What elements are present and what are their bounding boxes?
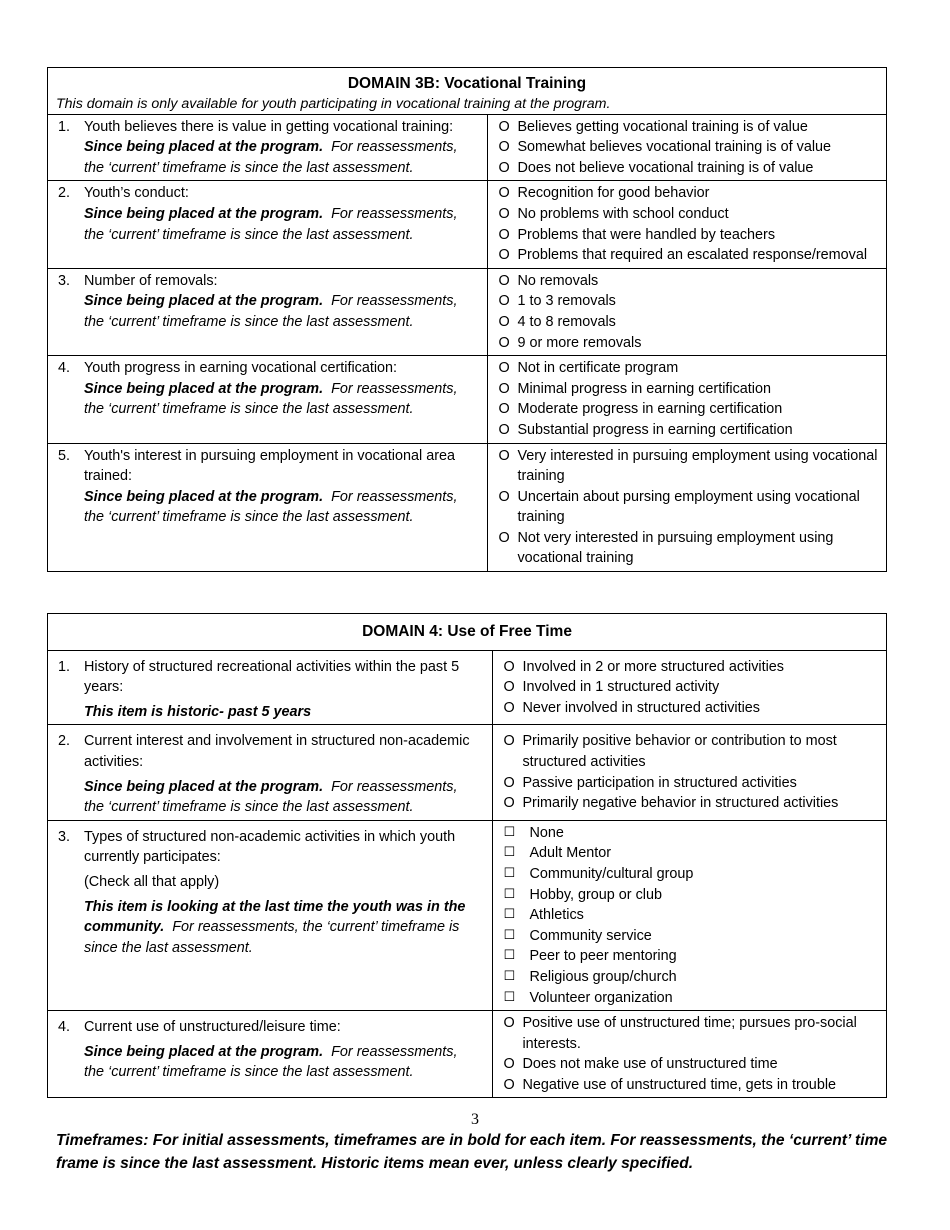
- question-cell: [48, 268, 488, 355]
- timeframe-bold: Since being placed at the program.: [84, 293, 324, 310]
- timeframe-rest: For reassessments, the ‘current’ timeframe is since the last assessment.: [84, 293, 458, 330]
- checkbox-option[interactable]: [503, 864, 880, 885]
- option-label: 9 or more removals: [517, 334, 642, 351]
- domain-3b-subtitle: This domain is only available for youth participating in vocational training at the program.: [56, 95, 611, 112]
- timeframe-bold: Since being placed at the program.: [84, 1043, 324, 1060]
- checkbox-option[interactable]: [503, 967, 880, 988]
- timeframe-note: [84, 702, 476, 723]
- radio-icon[interactable]: O: [503, 679, 515, 696]
- question-text: Youth’s conduct:: [84, 185, 189, 202]
- check-all-note: (Check all that apply): [84, 873, 220, 890]
- domain-4-header-row: [48, 614, 887, 651]
- radio-option[interactable]: [503, 731, 880, 772]
- radio-option[interactable]: [498, 487, 880, 528]
- option-label: Problems that were handled by teachers: [517, 226, 776, 243]
- timeframe-rest: For reassessments, the ‘current’ timeframe is since the last assessment.: [84, 919, 460, 956]
- radio-option[interactable]: [498, 333, 880, 354]
- timeframe-note: [84, 204, 471, 245]
- option-label: Primarily positive behavior or contribution to most structured activities: [522, 733, 837, 770]
- table-row: [48, 820, 887, 1010]
- radio-option[interactable]: [498, 379, 880, 400]
- checkbox-option[interactable]: [503, 946, 880, 967]
- domain-3b-title: DOMAIN 3B: Vocational Training: [347, 75, 587, 92]
- option-label: Positive use of unstructured time; pursues pro-social interests.: [522, 1015, 857, 1052]
- domain-3b-header: [48, 68, 887, 115]
- radio-icon[interactable]: O: [498, 360, 510, 377]
- item-number: 4.: [58, 360, 71, 377]
- option-label: Negative use of unstructured time, gets in trouble: [522, 1076, 837, 1093]
- checkbox-icon[interactable]: ☐: [503, 968, 516, 984]
- option-label: Passive participation in structured activities: [522, 774, 797, 791]
- radio-icon[interactable]: O: [498, 272, 510, 289]
- radio-icon[interactable]: O: [498, 139, 510, 156]
- radio-icon[interactable]: O: [498, 313, 510, 330]
- question-text: Number of removals:: [84, 272, 218, 289]
- question-cell: [48, 725, 493, 820]
- timeframe-note: [84, 379, 471, 420]
- checkbox-label: None: [529, 824, 564, 841]
- option-label: No removals: [517, 272, 599, 289]
- question-text: Youth progress in earning vocational certification:: [84, 360, 398, 377]
- question-cell: [48, 820, 493, 1010]
- timeframe-rest: For reassessments, the ‘current’ timeframe is since the last assessment.: [84, 139, 458, 176]
- option-label: Believes getting vocational training is of value: [517, 118, 808, 135]
- item-number: 1.: [58, 118, 71, 135]
- question-text: Youth's interest in pursuing employment in vocational area trained:: [84, 447, 455, 485]
- table-row: [48, 1011, 887, 1098]
- timeframe-note: [84, 291, 471, 332]
- item-number: 3.: [58, 828, 71, 845]
- checkbox-icon[interactable]: ☐: [503, 927, 516, 943]
- checkbox-option[interactable]: [503, 905, 880, 926]
- radio-icon[interactable]: O: [498, 226, 510, 243]
- timeframe-note: [84, 777, 476, 818]
- radio-option[interactable]: [503, 1013, 880, 1054]
- checkbox-icon[interactable]: ☐: [503, 907, 516, 923]
- option-label: Not very interested in pursuing employment using vocational training: [517, 529, 834, 567]
- radio-icon[interactable]: O: [498, 447, 510, 464]
- timeframe-note: [84, 137, 471, 178]
- radio-icon[interactable]: O: [503, 1076, 515, 1093]
- question-cell: [48, 114, 488, 181]
- radio-icon[interactable]: O: [498, 185, 510, 202]
- radio-option[interactable]: [503, 773, 880, 794]
- timeframe-note: [84, 1042, 476, 1083]
- radio-icon[interactable]: O: [503, 774, 515, 791]
- radio-icon[interactable]: O: [498, 488, 510, 505]
- question-cell: [48, 356, 488, 443]
- checkbox-label: Peer to peer mentoring: [529, 948, 677, 965]
- domain-4-table: [47, 613, 887, 1098]
- timeframe-bold: This item is historic- past 5 years: [84, 703, 312, 720]
- timeframe-bold: Since being placed at the program.: [84, 205, 324, 222]
- option-label: Moderate progress in earning certification: [517, 401, 783, 418]
- timeframe-bold: Since being placed at the program.: [84, 139, 324, 156]
- radio-option[interactable]: [498, 446, 880, 487]
- radio-option[interactable]: [503, 1054, 880, 1075]
- timeframes-footer: Timeframes: For initial assessments, timeframes are in bold for each item. For reassessments, the ‘current’ time frame is since the last assessment. Historic items mean ever, unless clearly specified.: [56, 1132, 888, 1172]
- checkbox-option[interactable]: [503, 988, 880, 1009]
- radio-option[interactable]: [498, 183, 880, 204]
- checkbox-icon[interactable]: ☐: [503, 845, 516, 861]
- timeframe-bold: This item is looking at the last time the youth was in the community.: [84, 898, 466, 936]
- radio-icon[interactable]: O: [498, 401, 510, 418]
- radio-option[interactable]: [498, 528, 880, 569]
- checkbox-option[interactable]: [503, 823, 880, 844]
- checkbox-icon[interactable]: ☐: [503, 824, 516, 840]
- options-cell: [488, 443, 887, 572]
- checkbox-label: Religious group/church: [529, 968, 677, 985]
- option-label: 4 to 8 removals: [517, 313, 616, 330]
- option-label: Does not make use of unstructured time: [522, 1056, 778, 1073]
- timeframe-note: [84, 487, 471, 528]
- option-label: Uncertain about pursing employment using vocational training: [517, 488, 860, 526]
- domain-4-title: DOMAIN 4: Use of Free Time: [48, 614, 887, 651]
- checkbox-label: Adult Mentor: [529, 845, 612, 862]
- radio-option[interactable]: [498, 358, 880, 379]
- option-label: Primarily negative behavior in structured activities: [522, 795, 839, 812]
- checkbox-option[interactable]: [503, 885, 880, 906]
- timeframe-rest: For reassessments, the ‘current’ timeframe is since the last assessment.: [84, 205, 458, 243]
- item-number: 2.: [58, 185, 71, 202]
- option-label: Substantial progress in earning certification: [517, 421, 793, 438]
- item-number: 4.: [58, 1019, 71, 1036]
- radio-option[interactable]: [498, 225, 880, 246]
- table-row: [48, 268, 887, 355]
- option-label: 1 to 3 removals: [517, 293, 616, 310]
- radio-icon[interactable]: O: [498, 334, 510, 351]
- timeframe-bold: Since being placed at the program.: [84, 778, 324, 795]
- options-cell: [493, 725, 887, 820]
- radio-icon[interactable]: O: [503, 658, 515, 675]
- option-label: No problems with school conduct: [517, 205, 729, 222]
- radio-option[interactable]: [498, 137, 880, 158]
- option-label: Minimal progress in earning certification: [517, 380, 771, 397]
- question-text: Current interest and involvement in structured non-academic activities:: [84, 733, 470, 770]
- checkbox-option[interactable]: [503, 926, 880, 947]
- option-label: Involved in 2 or more structured activities: [522, 658, 784, 675]
- table-row: [48, 181, 887, 268]
- checkbox-icon[interactable]: ☐: [503, 865, 516, 881]
- radio-icon[interactable]: O: [503, 699, 515, 716]
- radio-icon[interactable]: O: [498, 205, 510, 222]
- table-row: [48, 114, 887, 181]
- radio-icon[interactable]: O: [498, 380, 510, 397]
- radio-option[interactable]: [503, 698, 880, 719]
- table-row: [48, 650, 887, 725]
- question-text: Youth believes there is value in getting vocational training:: [84, 118, 454, 135]
- options-cell: [488, 114, 887, 181]
- checkbox-icon[interactable]: ☐: [503, 989, 516, 1005]
- checkbox-label: Athletics: [529, 907, 584, 924]
- radio-icon[interactable]: O: [503, 795, 515, 812]
- checkbox-option[interactable]: [503, 843, 880, 864]
- radio-option[interactable]: [498, 245, 880, 266]
- options-cell: [488, 356, 887, 443]
- option-label: Never involved in structured activities: [522, 699, 760, 716]
- radio-option[interactable]: [503, 1075, 880, 1096]
- checkbox-cell: [493, 820, 887, 1010]
- timeframe-rest: For reassessments, the ‘current’ timeframe is since the last assessment.: [84, 488, 458, 526]
- option-label: Recognition for good behavior: [517, 185, 710, 202]
- radio-icon[interactable]: O: [503, 1015, 515, 1032]
- question-cell: [48, 181, 488, 268]
- radio-option[interactable]: [498, 399, 880, 420]
- table-row: [48, 443, 887, 572]
- timeframe-bold: Since being placed at the program.: [84, 380, 324, 397]
- checkbox-label: Community service: [529, 927, 652, 944]
- table-row: [48, 725, 887, 820]
- radio-icon[interactable]: O: [498, 421, 510, 438]
- question-text: Current use of unstructured/leisure time:: [84, 1019, 341, 1036]
- question-cell: [48, 443, 488, 572]
- option-label: Problems that required an escalated response/removal: [517, 247, 868, 264]
- item-number: 3.: [58, 272, 71, 289]
- radio-icon[interactable]: O: [498, 293, 510, 310]
- radio-option[interactable]: [498, 291, 880, 312]
- question-text: Types of structured non-academic activities in which youth currently participates:: [84, 828, 456, 866]
- domain-3b-table: [47, 67, 887, 572]
- item-number: 5.: [58, 447, 71, 464]
- option-label: Somewhat believes vocational training is of value: [517, 139, 832, 156]
- radio-option[interactable]: [498, 420, 880, 441]
- checkbox-label: Community/cultural group: [529, 865, 694, 882]
- checkbox-label: Hobby, group or club: [529, 886, 662, 903]
- radio-icon[interactable]: O: [498, 247, 510, 264]
- question-cell: [48, 650, 493, 725]
- option-label: Does not believe vocational training is of value: [517, 159, 814, 176]
- radio-option[interactable]: [503, 677, 880, 698]
- radio-icon[interactable]: O: [503, 1056, 515, 1073]
- domain-3b-header-row: [48, 68, 887, 115]
- radio-option[interactable]: [498, 271, 880, 292]
- radio-option[interactable]: [498, 204, 880, 225]
- timeframe-rest: For reassessments, the ‘current’ timeframe is since the last assessment.: [84, 778, 458, 816]
- radio-option[interactable]: [503, 793, 880, 814]
- radio-option[interactable]: [498, 117, 880, 138]
- table-row: [48, 356, 887, 443]
- option-label: Not in certificate program: [517, 360, 679, 377]
- checkbox-label: Volunteer organization: [529, 989, 673, 1006]
- radio-icon[interactable]: O: [498, 529, 510, 546]
- radio-icon[interactable]: O: [498, 118, 510, 135]
- page-number: 3: [471, 1111, 479, 1128]
- options-cell: [488, 181, 887, 268]
- option-label: Involved in 1 structured activity: [522, 679, 720, 696]
- question-cell: [48, 1011, 493, 1098]
- option-label: Very interested in pursuing employment using vocational training: [517, 447, 878, 485]
- radio-icon[interactable]: O: [498, 159, 510, 176]
- radio-option[interactable]: [503, 657, 880, 678]
- question-text: History of structured recreational activities within the past 5 years:: [84, 658, 460, 696]
- timeframe-bold: Since being placed at the program.: [84, 488, 324, 505]
- options-cell: [488, 268, 887, 355]
- item-number: 2.: [58, 733, 71, 750]
- checkbox-icon[interactable]: ☐: [503, 886, 516, 902]
- options-cell: [493, 650, 887, 725]
- options-cell: [493, 1011, 887, 1098]
- radio-icon[interactable]: O: [503, 733, 515, 750]
- radio-option[interactable]: [498, 158, 880, 179]
- timeframe-rest: For reassessments, the ‘current’ timeframe is since the last assessment.: [84, 380, 458, 418]
- checkbox-icon[interactable]: ☐: [503, 948, 516, 964]
- timeframe-note: [84, 897, 476, 959]
- timeframe-rest: For reassessments, the ‘current’ timeframe is since the last assessment.: [84, 1043, 458, 1081]
- radio-option[interactable]: [498, 312, 880, 333]
- item-number: 1.: [58, 658, 71, 675]
